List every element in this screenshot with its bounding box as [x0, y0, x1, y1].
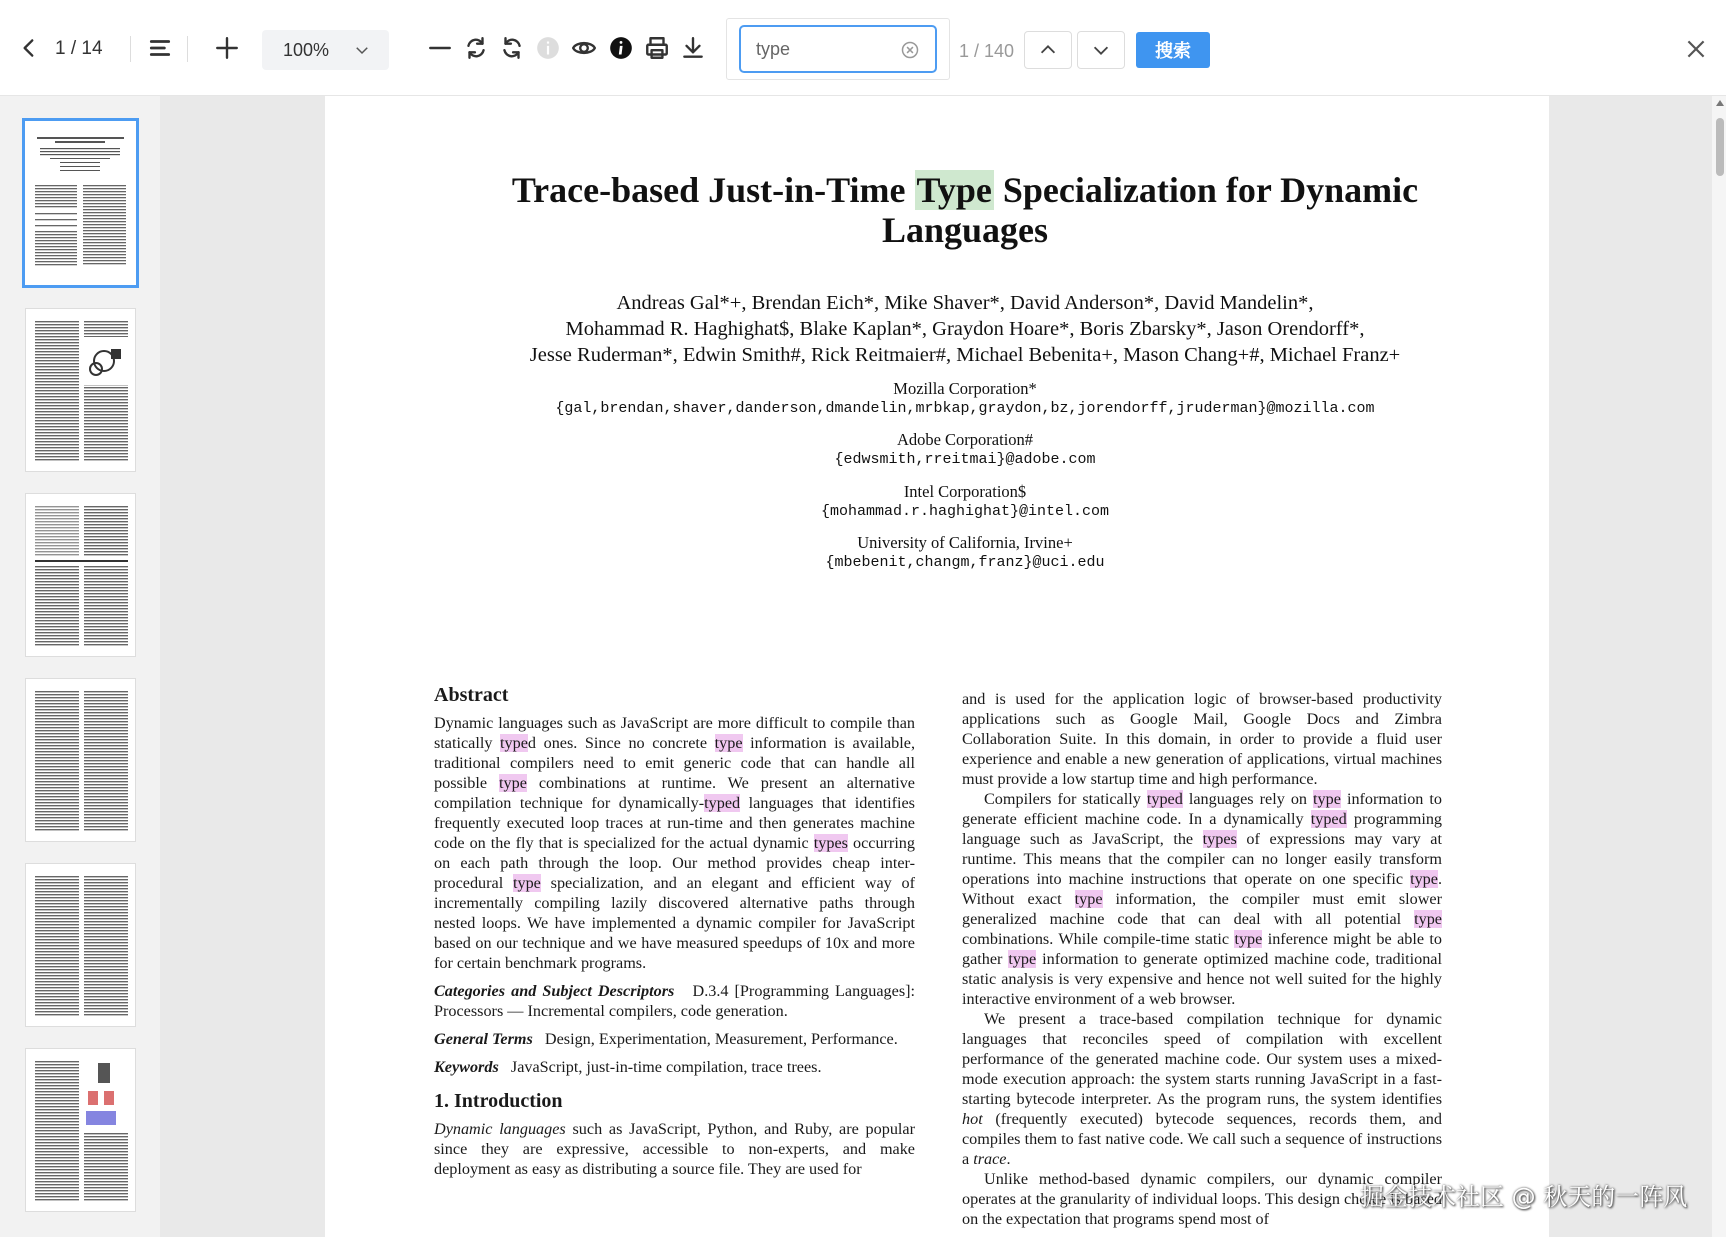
scroll-up-arrow-icon[interactable]: [1716, 100, 1724, 106]
abstract-heading: Abstract: [434, 684, 509, 706]
info-icon[interactable]: [606, 33, 636, 63]
categories: Categories and Subject Descriptors D.3.4 [Programming Languages]: Processors — Incremental compilers, code generation.: [434, 982, 916, 1020]
intro-text: Dynamic languages such as JavaScript, Python, and Ruby, are popular since they are expressive, accessible to non-experts, and make deployment as easy as distributing a source file. They are used for: [434, 1120, 915, 1178]
watermark: 掘金技术社区 @ 秋天的一阵风: [1360, 1183, 1688, 1211]
rotate-right-icon[interactable]: [497, 33, 527, 63]
thumbnail-page-2[interactable]: [25, 308, 136, 472]
right-para-1: and is used for the application logic of browser-based productivity applications such as Google Mail, Google Docs and Zimbra Collaboration Suite. In this domain, in order to provide a fluid user experience and enable a new generation of applications, virtual machines must provide a low startup time and high performance. Compilers for statically typed languages rely on type information to generate efficient machine code. In a dynamically typed programming language such as JavaScript, the types of expressions may vary at runtime. This means that the compiler can no longer easily transform operations into machine instructions that operate on one specific type. Without exact type information, the compiler must emit slower generalized machine code that can deal with all potential type combinations. While compile-time static type inference might be able to gather type information to generate optimized machine code, traditional static analysis is very expensive and hence not well suited for the highly interactive environment of a web browser. We present a trace-based compilation technique for dynamic languages that reconciles speed of compilation with excellent performance of the generated machine code. Our system uses a mixed-mode execution approach: the system starts running JavaScript in a fast-starting bytecode interpreter. As the program runs, the system identifies hot (frequently executed) bytecode sequences, records them, and compiles them to fast native code. We call such a sequence of instructions a trace. Unlike method-based dynamic compilers, our dynamic compiler operates at the granularity of individual loops. This design choice is based on the expectation that programs spend most of: [962, 690, 1443, 1228]
toolbar: [0, 0, 1726, 96]
page-indicator: 1 / 14: [55, 38, 103, 59]
thumbnail-page-6[interactable]: [25, 1048, 136, 1212]
current-match-highlight: Type: [916, 170, 992, 210]
outline-icon[interactable]: [145, 33, 175, 63]
right-column: [962, 689, 1442, 1237]
scrollbar-thumb[interactable]: [1716, 118, 1724, 176]
zoom-value: 100%: [283, 39, 330, 60]
scrollbar-track[interactable]: [1712, 96, 1726, 1237]
abstract-text: Dynamic languages such as JavaScript are more difficult to compile than statically typed ones. Since no concrete type information is available, traditional compilers need to emit generic code that can handle all possible type combinations at runtime. We present an alternative compilation technique for dynamically-typed languages that identifies frequently executed loop traces at run-time and then generates machine code on the fly that is specialized for the actual dynamic types occurring on each path through the loop. Our method provides cheap inter-procedural type specialization, and an elegant and efficient way of incrementally compiling lazily discovered alternative paths through nested loops. We have implemented a dynamic compiler for JavaScript based on our technique and we have measured speedups of 10x and more for certain benchmark programs.: [434, 714, 915, 972]
affiliation-mozilla: Mozilla Corporation* {gal,brendan,shaver,danderson,dmandelin,mrbkap,graydon,bz,jorendorff,jruderman}@mozilla.com: [555, 379, 1375, 417]
thumbnail-page-5[interactable]: [25, 863, 136, 1027]
info-disabled-icon: [533, 33, 563, 63]
intro-heading: 1. Introduction: [434, 1090, 563, 1112]
close-icon[interactable]: [1683, 36, 1709, 62]
thumbnail-page-1[interactable]: [22, 118, 139, 288]
general-terms: General Terms Design, Experimentation, Measurement, Performance.: [434, 1030, 898, 1048]
zoom-select[interactable]: [262, 30, 389, 70]
thumbnail-sidebar: [0, 96, 160, 1237]
download-icon[interactable]: [678, 33, 708, 63]
back-icon[interactable]: [14, 33, 44, 63]
eye-icon[interactable]: [569, 33, 599, 63]
thumbnail-page-4[interactable]: [25, 678, 136, 842]
affiliation-uci: University of California, Irvine+ {mbebenit,changm,franz}@uci.edu: [825, 533, 1105, 571]
prev-match-button[interactable]: [1024, 31, 1072, 69]
clear-icon[interactable]: [900, 40, 920, 60]
keywords: Keywords JavaScript, just-in-time compilation, trace trees.: [434, 1058, 822, 1076]
thumbnail-page-3[interactable]: [25, 493, 136, 657]
search-button[interactable]: 搜索: [1136, 32, 1210, 68]
print-icon[interactable]: [642, 33, 672, 63]
arrow-up-icon: [1037, 39, 1059, 61]
pdf-page: [325, 96, 1549, 1237]
left-column: [434, 685, 915, 1187]
match-count: 1 / 140: [959, 41, 1015, 61]
paper-authors: Andreas Gal*+, Brendan Eich*, Mike Shaver*, David Anderson*, David Mandelin*, Mohammad R. Haghighat$, Blake Kaplan*, Graydon Hoare*, Boris Zbarsky*, Jason Orendorff*, Jesse Ruderman*, Edwin Smith#, Rick Reitmaier#, Michael Bebenita+, Mason Chang+#, Michael Franz+: [529, 292, 1401, 366]
rotate-left-icon[interactable]: [461, 33, 491, 63]
chevron-down-icon: [353, 41, 371, 64]
paper-title: Trace-based Just-in-Time Type Specialization for Dynamic Languages: [511, 170, 1419, 250]
arrow-down-icon: [1090, 39, 1112, 61]
zoom-out-icon[interactable]: [425, 33, 455, 63]
affiliation-adobe: Adobe Corporation# {edwsmith,rreitmai}@adobe.com: [834, 430, 1096, 468]
next-match-button[interactable]: [1077, 31, 1125, 69]
affiliation-intel: Intel Corporation$ {mohammad.r.haghighat}@intel.com: [820, 482, 1110, 520]
zoom-in-icon[interactable]: [212, 33, 242, 63]
